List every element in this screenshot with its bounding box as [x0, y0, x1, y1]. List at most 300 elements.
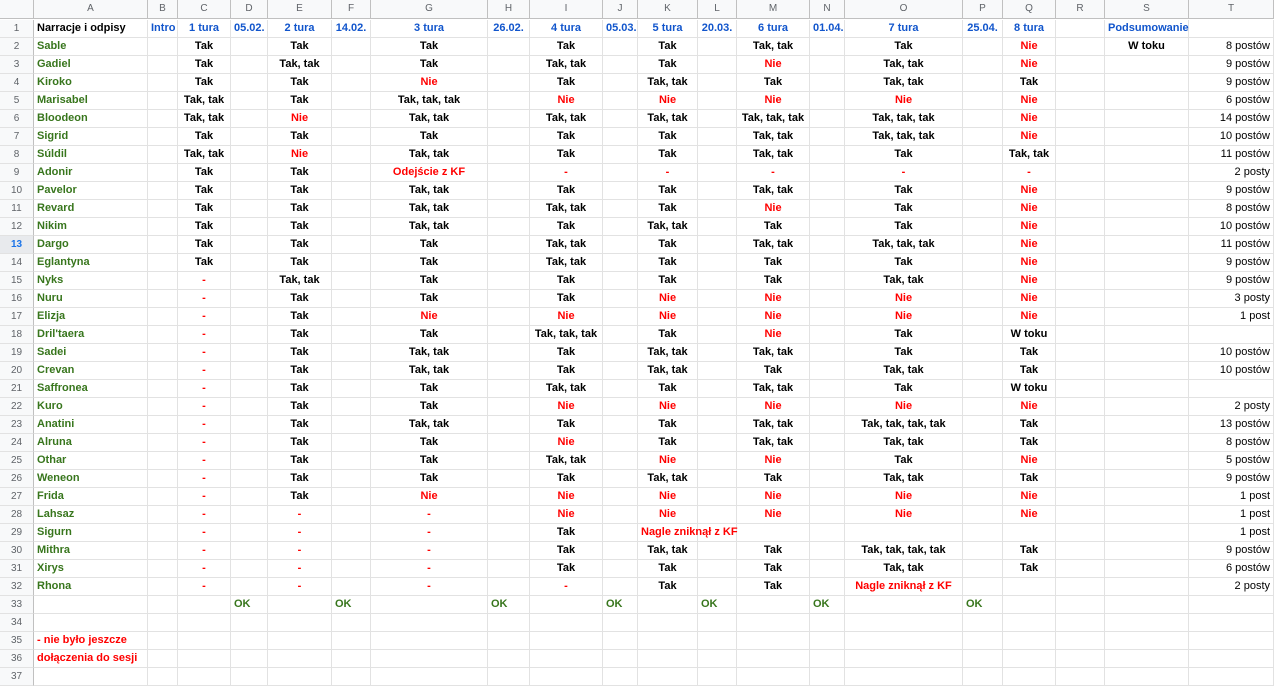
cell-b36[interactable] — [148, 650, 178, 668]
cell-l12[interactable] — [698, 218, 737, 236]
cell-h33[interactable]: OK — [488, 596, 530, 614]
cell-k17[interactable]: Nie — [638, 308, 698, 326]
cell-t18[interactable] — [1189, 326, 1274, 344]
cell-e37[interactable] — [268, 668, 332, 686]
row-header-31[interactable]: 31 — [0, 560, 34, 578]
cell-e4[interactable]: Tak — [268, 74, 332, 92]
cell-i1[interactable]: 4 tura — [530, 20, 603, 38]
cell-k1[interactable]: 5 tura — [638, 20, 698, 38]
cell-k32[interactable]: Tak — [638, 578, 698, 596]
cell-d34[interactable] — [231, 614, 268, 632]
cell-f11[interactable] — [332, 200, 371, 218]
cell-a2[interactable]: Sable — [34, 38, 148, 56]
cell-m14[interactable]: Tak — [737, 254, 810, 272]
cell-p5[interactable] — [963, 92, 1003, 110]
cell-e27[interactable]: Tak — [268, 488, 332, 506]
cell-m37[interactable] — [737, 668, 810, 686]
cell-d25[interactable] — [231, 452, 268, 470]
row-header-32[interactable]: 32 — [0, 578, 34, 596]
cell-p27[interactable] — [963, 488, 1003, 506]
cell-m19[interactable]: Tak, tak — [737, 344, 810, 362]
cell-t26[interactable]: 9 postów — [1189, 470, 1274, 488]
cell-s25[interactable] — [1105, 452, 1189, 470]
cell-n15[interactable] — [810, 272, 845, 290]
cell-g15[interactable]: Tak — [371, 272, 488, 290]
cell-n8[interactable] — [810, 146, 845, 164]
cell-s15[interactable] — [1105, 272, 1189, 290]
cell-f6[interactable] — [332, 110, 371, 128]
cell-i20[interactable]: Tak — [530, 362, 603, 380]
cell-r35[interactable] — [1056, 632, 1105, 650]
cell-c28[interactable]: - — [178, 506, 231, 524]
cell-j11[interactable] — [603, 200, 638, 218]
cell-j35[interactable] — [603, 632, 638, 650]
column-header-p[interactable]: P — [963, 0, 1003, 19]
cell-g9[interactable]: Odejście z KF — [371, 164, 488, 182]
row-header-17[interactable]: 17 — [0, 308, 34, 326]
cell-q4[interactable]: Tak — [1003, 74, 1056, 92]
cell-r15[interactable] — [1056, 272, 1105, 290]
cell-c29[interactable]: - — [178, 524, 231, 542]
cell-k35[interactable] — [638, 632, 698, 650]
cell-k18[interactable]: Tak — [638, 326, 698, 344]
cell-b8[interactable] — [148, 146, 178, 164]
cell-q9[interactable]: - — [1003, 164, 1056, 182]
cell-s34[interactable] — [1105, 614, 1189, 632]
cell-s6[interactable] — [1105, 110, 1189, 128]
cell-e6[interactable]: Nie — [268, 110, 332, 128]
cell-c7[interactable]: Tak — [178, 128, 231, 146]
cell-j14[interactable] — [603, 254, 638, 272]
cell-b13[interactable] — [148, 236, 178, 254]
cell-j2[interactable] — [603, 38, 638, 56]
cell-d27[interactable] — [231, 488, 268, 506]
cell-f35[interactable] — [332, 632, 371, 650]
cell-e30[interactable]: - — [268, 542, 332, 560]
cell-m20[interactable]: Tak — [737, 362, 810, 380]
cell-g11[interactable]: Tak, tak — [371, 200, 488, 218]
cell-f20[interactable] — [332, 362, 371, 380]
cell-p21[interactable] — [963, 380, 1003, 398]
cell-a34[interactable] — [34, 614, 148, 632]
cell-f5[interactable] — [332, 92, 371, 110]
row-header-29[interactable]: 29 — [0, 524, 34, 542]
column-header-e[interactable]: E — [268, 0, 332, 19]
cell-l23[interactable] — [698, 416, 737, 434]
cell-h25[interactable] — [488, 452, 530, 470]
cell-m34[interactable] — [737, 614, 810, 632]
cell-a11[interactable]: Revard — [34, 200, 148, 218]
cell-r5[interactable] — [1056, 92, 1105, 110]
cell-f13[interactable] — [332, 236, 371, 254]
cell-n14[interactable] — [810, 254, 845, 272]
cell-t12[interactable]: 10 postów — [1189, 218, 1274, 236]
cell-q17[interactable]: Nie — [1003, 308, 1056, 326]
cell-s18[interactable] — [1105, 326, 1189, 344]
cell-j4[interactable] — [603, 74, 638, 92]
cell-i29[interactable]: Tak — [530, 524, 603, 542]
cell-j10[interactable] — [603, 182, 638, 200]
cell-r34[interactable] — [1056, 614, 1105, 632]
cell-b9[interactable] — [148, 164, 178, 182]
cell-e23[interactable]: Tak — [268, 416, 332, 434]
cell-g28[interactable]: - — [371, 506, 488, 524]
cell-k6[interactable]: Tak, tak — [638, 110, 698, 128]
cell-o7[interactable]: Tak, tak, tak — [845, 128, 963, 146]
cell-p25[interactable] — [963, 452, 1003, 470]
cell-m23[interactable]: Tak, tak — [737, 416, 810, 434]
cell-n13[interactable] — [810, 236, 845, 254]
cell-a26[interactable]: Weneon — [34, 470, 148, 488]
row-header-22[interactable]: 22 — [0, 398, 34, 416]
cell-c33[interactable] — [178, 596, 231, 614]
cell-k16[interactable]: Nie — [638, 290, 698, 308]
cell-o15[interactable]: Tak, tak — [845, 272, 963, 290]
cell-s28[interactable] — [1105, 506, 1189, 524]
cell-g20[interactable]: Tak, tak — [371, 362, 488, 380]
cell-a16[interactable]: Nuru — [34, 290, 148, 308]
cell-m31[interactable]: Tak — [737, 560, 810, 578]
cell-f2[interactable] — [332, 38, 371, 56]
cell-c10[interactable]: Tak — [178, 182, 231, 200]
cell-j6[interactable] — [603, 110, 638, 128]
cell-m24[interactable]: Tak, tak — [737, 434, 810, 452]
cell-r7[interactable] — [1056, 128, 1105, 146]
cell-t20[interactable]: 10 postów — [1189, 362, 1274, 380]
cell-p19[interactable] — [963, 344, 1003, 362]
cell-h17[interactable] — [488, 308, 530, 326]
cell-r29[interactable] — [1056, 524, 1105, 542]
cell-p26[interactable] — [963, 470, 1003, 488]
cell-h22[interactable] — [488, 398, 530, 416]
cell-q8[interactable]: Tak, tak — [1003, 146, 1056, 164]
row-header-6[interactable]: 6 — [0, 110, 34, 128]
cell-m4[interactable]: Tak — [737, 74, 810, 92]
cell-s9[interactable] — [1105, 164, 1189, 182]
cell-q12[interactable]: Nie — [1003, 218, 1056, 236]
row-header-24[interactable]: 24 — [0, 434, 34, 452]
cell-o9[interactable]: - — [845, 164, 963, 182]
cell-g6[interactable]: Tak, tak — [371, 110, 488, 128]
cell-d20[interactable] — [231, 362, 268, 380]
cell-k25[interactable]: Nie — [638, 452, 698, 470]
cell-a30[interactable]: Mithra — [34, 542, 148, 560]
cell-s3[interactable] — [1105, 56, 1189, 74]
cell-a37[interactable] — [34, 668, 148, 686]
cell-g36[interactable] — [371, 650, 488, 668]
cell-e33[interactable] — [268, 596, 332, 614]
cell-g19[interactable]: Tak, tak — [371, 344, 488, 362]
cell-j19[interactable] — [603, 344, 638, 362]
cell-h21[interactable] — [488, 380, 530, 398]
cell-r26[interactable] — [1056, 470, 1105, 488]
cell-f31[interactable] — [332, 560, 371, 578]
cell-k22[interactable]: Nie — [638, 398, 698, 416]
cell-o25[interactable]: Tak — [845, 452, 963, 470]
cell-g22[interactable]: Tak — [371, 398, 488, 416]
cell-g4[interactable]: Nie — [371, 74, 488, 92]
cell-q20[interactable]: Tak — [1003, 362, 1056, 380]
cell-r30[interactable] — [1056, 542, 1105, 560]
cell-e14[interactable]: Tak — [268, 254, 332, 272]
cell-l4[interactable] — [698, 74, 737, 92]
cell-k9[interactable]: - — [638, 164, 698, 182]
cell-b32[interactable] — [148, 578, 178, 596]
cell-i19[interactable]: Tak — [530, 344, 603, 362]
cell-g13[interactable]: Tak — [371, 236, 488, 254]
cell-n1[interactable]: 01.04. — [810, 20, 845, 38]
cell-j34[interactable] — [603, 614, 638, 632]
cell-k11[interactable]: Tak — [638, 200, 698, 218]
cell-l9[interactable] — [698, 164, 737, 182]
cell-l32[interactable] — [698, 578, 737, 596]
cell-a15[interactable]: Nyks — [34, 272, 148, 290]
cell-c25[interactable]: - — [178, 452, 231, 470]
cell-n26[interactable] — [810, 470, 845, 488]
cell-l8[interactable] — [698, 146, 737, 164]
cell-b28[interactable] — [148, 506, 178, 524]
cell-m33[interactable] — [737, 596, 810, 614]
cell-d23[interactable] — [231, 416, 268, 434]
row-header-35[interactable]: 35 — [0, 632, 34, 650]
row-header-20[interactable]: 20 — [0, 362, 34, 380]
cell-n16[interactable] — [810, 290, 845, 308]
cell-k30[interactable]: Tak, tak — [638, 542, 698, 560]
row-header-14[interactable]: 14 — [0, 254, 34, 272]
cell-c6[interactable]: Tak, tak — [178, 110, 231, 128]
cell-l17[interactable] — [698, 308, 737, 326]
cell-r19[interactable] — [1056, 344, 1105, 362]
cell-e31[interactable]: - — [268, 560, 332, 578]
cell-c16[interactable]: - — [178, 290, 231, 308]
cell-h9[interactable] — [488, 164, 530, 182]
cell-q19[interactable]: Tak — [1003, 344, 1056, 362]
cell-g7[interactable]: Tak — [371, 128, 488, 146]
cell-f33[interactable]: OK — [332, 596, 371, 614]
cell-t7[interactable]: 10 postów — [1189, 128, 1274, 146]
row-header-21[interactable]: 21 — [0, 380, 34, 398]
cell-k21[interactable]: Tak — [638, 380, 698, 398]
cell-h8[interactable] — [488, 146, 530, 164]
cell-r22[interactable] — [1056, 398, 1105, 416]
cell-s23[interactable] — [1105, 416, 1189, 434]
cell-s8[interactable] — [1105, 146, 1189, 164]
cell-j23[interactable] — [603, 416, 638, 434]
cell-q1[interactable]: 8 tura — [1003, 20, 1056, 38]
cell-k8[interactable]: Tak — [638, 146, 698, 164]
cell-d12[interactable] — [231, 218, 268, 236]
cell-d2[interactable] — [231, 38, 268, 56]
cell-o8[interactable]: Tak — [845, 146, 963, 164]
cell-g26[interactable]: Tak — [371, 470, 488, 488]
cell-s5[interactable] — [1105, 92, 1189, 110]
cell-l24[interactable] — [698, 434, 737, 452]
cell-i28[interactable]: Nie — [530, 506, 603, 524]
cell-c34[interactable] — [178, 614, 231, 632]
cell-p15[interactable] — [963, 272, 1003, 290]
cell-a4[interactable]: Kiroko — [34, 74, 148, 92]
cell-l10[interactable] — [698, 182, 737, 200]
cell-l7[interactable] — [698, 128, 737, 146]
cell-c19[interactable]: - — [178, 344, 231, 362]
cell-p24[interactable] — [963, 434, 1003, 452]
cell-b21[interactable] — [148, 380, 178, 398]
cell-c23[interactable]: - — [178, 416, 231, 434]
cell-m29[interactable] — [737, 524, 810, 542]
cell-p12[interactable] — [963, 218, 1003, 236]
cell-k36[interactable] — [638, 650, 698, 668]
cell-f14[interactable] — [332, 254, 371, 272]
cell-c5[interactable]: Tak, tak — [178, 92, 231, 110]
cell-p6[interactable] — [963, 110, 1003, 128]
cell-j7[interactable] — [603, 128, 638, 146]
cell-j16[interactable] — [603, 290, 638, 308]
cell-c4[interactable]: Tak — [178, 74, 231, 92]
cell-b26[interactable] — [148, 470, 178, 488]
cell-l16[interactable] — [698, 290, 737, 308]
cell-d4[interactable] — [231, 74, 268, 92]
cell-t34[interactable] — [1189, 614, 1274, 632]
cell-q33[interactable] — [1003, 596, 1056, 614]
cell-g29[interactable]: - — [371, 524, 488, 542]
cell-d9[interactable] — [231, 164, 268, 182]
cell-e11[interactable]: Tak — [268, 200, 332, 218]
cell-p8[interactable] — [963, 146, 1003, 164]
cell-t36[interactable] — [1189, 650, 1274, 668]
cell-l33[interactable]: OK — [698, 596, 737, 614]
cell-e1[interactable]: 2 tura — [268, 20, 332, 38]
cell-g23[interactable]: Tak, tak — [371, 416, 488, 434]
cell-a3[interactable]: Gadiel — [34, 56, 148, 74]
cell-i25[interactable]: Tak, tak — [530, 452, 603, 470]
cell-r28[interactable] — [1056, 506, 1105, 524]
cell-r4[interactable] — [1056, 74, 1105, 92]
cell-b11[interactable] — [148, 200, 178, 218]
cell-o32[interactable]: Nagle zniknął z KF — [845, 578, 963, 596]
cell-f27[interactable] — [332, 488, 371, 506]
cell-a17[interactable]: Elizja — [34, 308, 148, 326]
cell-n2[interactable] — [810, 38, 845, 56]
cell-k7[interactable]: Tak — [638, 128, 698, 146]
cell-i37[interactable] — [530, 668, 603, 686]
cell-d3[interactable] — [231, 56, 268, 74]
cell-c35[interactable] — [178, 632, 231, 650]
cell-m30[interactable]: Tak — [737, 542, 810, 560]
cell-f30[interactable] — [332, 542, 371, 560]
cell-g18[interactable]: Tak — [371, 326, 488, 344]
cell-a28[interactable]: Lahsaz — [34, 506, 148, 524]
cell-s32[interactable] — [1105, 578, 1189, 596]
cell-o3[interactable]: Tak, tak — [845, 56, 963, 74]
cell-h4[interactable] — [488, 74, 530, 92]
cell-i22[interactable]: Nie — [530, 398, 603, 416]
cell-p7[interactable] — [963, 128, 1003, 146]
cell-c31[interactable]: - — [178, 560, 231, 578]
cell-j17[interactable] — [603, 308, 638, 326]
cell-r37[interactable] — [1056, 668, 1105, 686]
row-header-33[interactable]: 33 — [0, 596, 34, 614]
cell-d14[interactable] — [231, 254, 268, 272]
cell-d36[interactable] — [231, 650, 268, 668]
cell-n4[interactable] — [810, 74, 845, 92]
cell-t2[interactable]: 8 postów — [1189, 38, 1274, 56]
cell-n35[interactable] — [810, 632, 845, 650]
select-all-corner[interactable] — [0, 0, 34, 19]
cell-n12[interactable] — [810, 218, 845, 236]
cell-r10[interactable] — [1056, 182, 1105, 200]
cell-p20[interactable] — [963, 362, 1003, 380]
cell-i4[interactable]: Tak — [530, 74, 603, 92]
cell-t6[interactable]: 14 postów — [1189, 110, 1274, 128]
cell-e35[interactable] — [268, 632, 332, 650]
cell-q14[interactable]: Nie — [1003, 254, 1056, 272]
cell-k33[interactable] — [638, 596, 698, 614]
cell-m28[interactable]: Nie — [737, 506, 810, 524]
cell-k31[interactable]: Tak — [638, 560, 698, 578]
cell-t1[interactable] — [1189, 20, 1274, 38]
column-header-o[interactable]: O — [845, 0, 963, 19]
cell-s31[interactable] — [1105, 560, 1189, 578]
cell-l5[interactable] — [698, 92, 737, 110]
cell-f26[interactable] — [332, 470, 371, 488]
cell-i35[interactable] — [530, 632, 603, 650]
cell-j31[interactable] — [603, 560, 638, 578]
cell-i18[interactable]: Tak, tak, tak — [530, 326, 603, 344]
cell-h2[interactable] — [488, 38, 530, 56]
cell-i17[interactable]: Nie — [530, 308, 603, 326]
cell-i15[interactable]: Tak — [530, 272, 603, 290]
cell-b10[interactable] — [148, 182, 178, 200]
cell-f18[interactable] — [332, 326, 371, 344]
cell-c30[interactable]: - — [178, 542, 231, 560]
cell-o20[interactable]: Tak, tak — [845, 362, 963, 380]
cell-h37[interactable] — [488, 668, 530, 686]
cell-a9[interactable]: Adonir — [34, 164, 148, 182]
cell-h5[interactable] — [488, 92, 530, 110]
cell-e3[interactable]: Tak, tak — [268, 56, 332, 74]
cell-s19[interactable] — [1105, 344, 1189, 362]
cell-d26[interactable] — [231, 470, 268, 488]
cell-s7[interactable] — [1105, 128, 1189, 146]
cell-m18[interactable]: Nie — [737, 326, 810, 344]
cell-h11[interactable] — [488, 200, 530, 218]
row-header-11[interactable]: 11 — [0, 200, 34, 218]
cell-j33[interactable]: OK — [603, 596, 638, 614]
cell-r9[interactable] — [1056, 164, 1105, 182]
cell-q28[interactable]: Nie — [1003, 506, 1056, 524]
cell-n23[interactable] — [810, 416, 845, 434]
cell-b1[interactable]: Intro — [148, 20, 178, 38]
row-header-34[interactable]: 34 — [0, 614, 34, 632]
cell-k27[interactable]: Nie — [638, 488, 698, 506]
cell-s17[interactable] — [1105, 308, 1189, 326]
cell-p23[interactable] — [963, 416, 1003, 434]
cell-b29[interactable] — [148, 524, 178, 542]
cell-j1[interactable]: 05.03. — [603, 20, 638, 38]
cell-k15[interactable]: Tak — [638, 272, 698, 290]
cell-g2[interactable]: Tak — [371, 38, 488, 56]
cell-c14[interactable]: Tak — [178, 254, 231, 272]
cell-o29[interactable] — [845, 524, 963, 542]
cell-j12[interactable] — [603, 218, 638, 236]
cell-l21[interactable] — [698, 380, 737, 398]
cell-g24[interactable]: Tak — [371, 434, 488, 452]
cell-a1[interactable]: Narracje i odpisy — [34, 20, 148, 38]
cell-g37[interactable] — [371, 668, 488, 686]
cell-q35[interactable] — [1003, 632, 1056, 650]
cell-q26[interactable]: Tak — [1003, 470, 1056, 488]
cell-r31[interactable] — [1056, 560, 1105, 578]
